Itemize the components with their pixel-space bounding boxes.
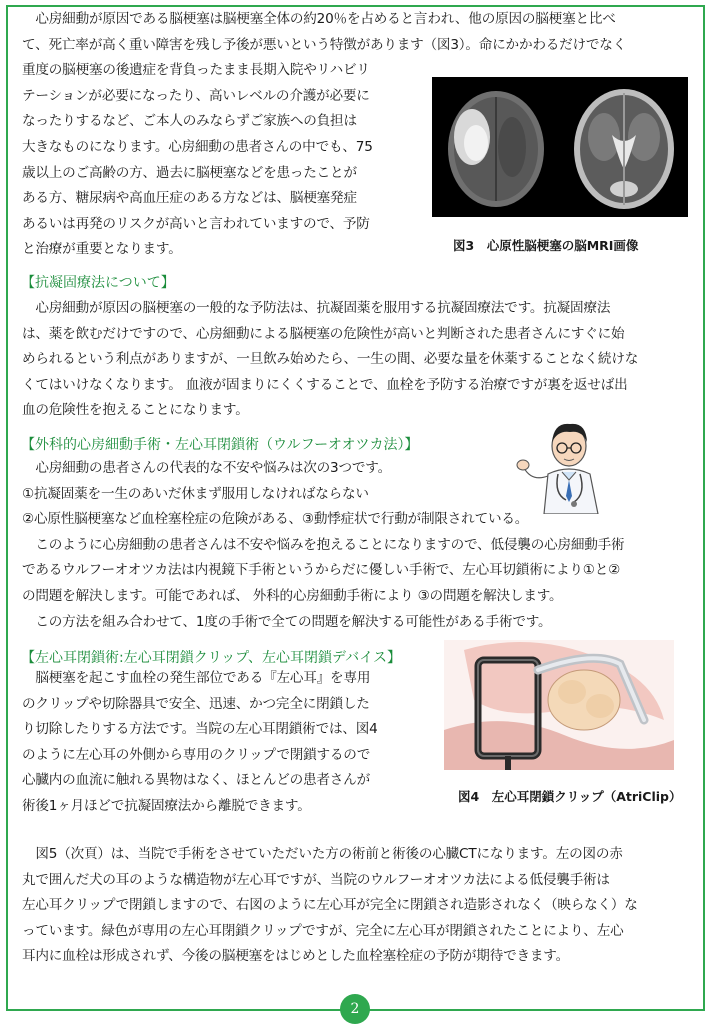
text-line: であるウルフーオオツカ法は内視鏡下手術というからだに優しい手術で、左心耳切鎖術により①と② — [22, 562, 621, 579]
text-line: のクリップや切除器具で安全、迅速、かつ完全に閉鎖した — [22, 695, 370, 712]
atriclip-illustration — [444, 640, 674, 770]
text-line: あるいは再発のリスクが高いと言われていますので、予防 — [22, 215, 370, 232]
text-line: 心房細動の患者さんの代表的な不安や悩みは次の3つです。 — [22, 460, 391, 476]
text-line: この方法を組み合わせて、1度の手術で全ての問題を解決する可能性がある手術です。 — [22, 613, 552, 630]
section-heading-laa-closure: 【左心耳閉鎖術:左心耳閉鎖クリップ、左心耳閉鎖デバイス】 — [21, 650, 402, 666]
text-line: 血の危険性を抱えることになります。 — [22, 402, 249, 419]
text-line: り切除したりする方法です。当院の左心耳閉鎖術では、図4 — [22, 721, 378, 738]
section-heading-surgery: 【外科的心房細動手術・左心耳閉鎖術（ウルフーオオツカ法）】 — [21, 437, 419, 453]
surgery-paragraph — [22, 456, 624, 635]
text-line: 心臓内の血流に触れる異物はなく、ほとんどの患者さんが — [22, 772, 370, 789]
text-line: は、薬を飲むだけですので、心房細動による脳梗塞の危険性が高いと判断された患者さんにすぐに始 — [22, 325, 625, 342]
text-line: の問題を解決します。可能であれば、 外科的心房細動手術により ③の問題を解決します。 — [22, 587, 563, 604]
text-line: ②心原性脳梗塞など血栓塞栓症の危険がある、③動悸症状で行動が制限されている。 — [22, 511, 529, 528]
text-line: ある方、糖尿病や高血圧症のある方などは、脳梗塞発症 — [22, 190, 357, 207]
text-line: 脳梗塞を起こす血栓の発生部位である『左心耳』を専用 — [22, 670, 371, 686]
text-line: ①抗凝固薬を一生のあいだ休まず服用しなければならない — [22, 485, 369, 502]
text-line: っています。緑色が専用の左心耳閉鎖クリップですが、完全に左心耳が閉鎖されたことにより、左心 — [22, 922, 624, 939]
text-line: められるという利点がありますが、一旦飲み始めたら、一生の間、必要な量を休薬することなく続けな — [22, 351, 639, 368]
page-number-badge: 2 — [340, 994, 370, 1024]
text-line: 大きなものになります。心房細動の患者さんの中でも、75 — [22, 138, 373, 155]
figure4-caption: 図4 左心耳閉鎖クリップ（AtriClip） — [458, 789, 682, 804]
text-line: て、死亡率が高く重い障害を残し予後が悪いという特徴があります（図3）。命にかかわるだけでなく — [22, 36, 627, 53]
text-line: 丸で囲んだ犬の耳のような構造物が左心耳ですが、当院のウルフーオオツカ法による低侵襲手術は — [22, 871, 610, 888]
brain-mri-image — [432, 77, 688, 217]
text-line: 左心耳クリップで閉鎖しますので、右図のように左心耳が完全に閉鎖され造影されなく（映らなく）な — [22, 897, 638, 914]
brain-mri-drawing — [432, 77, 688, 217]
closing-paragraph — [22, 842, 638, 970]
text-line: 心房細動が原因の脳梗塞の一般的な予防法は、抗凝固薬を服用する抗凝固療法です。抗凝固療法 — [22, 300, 611, 316]
text-line: と治療が重要となります。 — [22, 241, 182, 258]
text-line: 図5（次頁）は、当院で手術をさせていただいた方の術前と術後の心臓CTになります。左の図の赤 — [22, 846, 623, 862]
text-line: 歳以上のご高齢の方、過去に脳梗塞などを患ったことが — [22, 164, 357, 181]
anticoagulation-paragraph — [22, 296, 638, 424]
text-line: 心房細動が原因である脳梗塞は脳梗塞全体の約20％を占めると言われ、他の原因の脳梗塞と比べ — [22, 11, 616, 27]
text-line: のように左心耳の外側から専用のクリップで閉鎖するので — [22, 746, 371, 763]
atriclip-drawing — [444, 640, 674, 770]
text-line: このように心房細動の患者さんは不安や悩みを抱えることになりますので、低侵襲の心房細動手術 — [22, 536, 625, 553]
text-line: なったりするなど、ご本人のみならずご家族への負担は — [22, 113, 357, 130]
text-line: くてはいけなくなります。 血液が固まりにくくすることで、血栓を予防する治療ですが裏を返せば出 — [22, 376, 628, 393]
laa-closure-paragraph — [22, 666, 378, 820]
figure3-caption: 図3 心原性脳梗塞の脳MRI画像 — [453, 238, 639, 253]
text-line: テーションが必要になったり、高いレベルの介護が必要に — [22, 87, 370, 104]
section-heading-anticoagulation: 【抗凝固療法について】 — [21, 275, 175, 291]
text-line: 重度の脳梗塞の後遺症を背負ったまま長期入院やリハビリ — [22, 62, 370, 79]
text-line: 耳内に血栓は形成されず、今後の脳梗塞をはじめとした血栓塞栓症の予防が期待できます。 — [22, 948, 569, 965]
text-line: 術後1ヶ月ほどで抗凝固療法から離脱できます。 — [22, 797, 311, 814]
